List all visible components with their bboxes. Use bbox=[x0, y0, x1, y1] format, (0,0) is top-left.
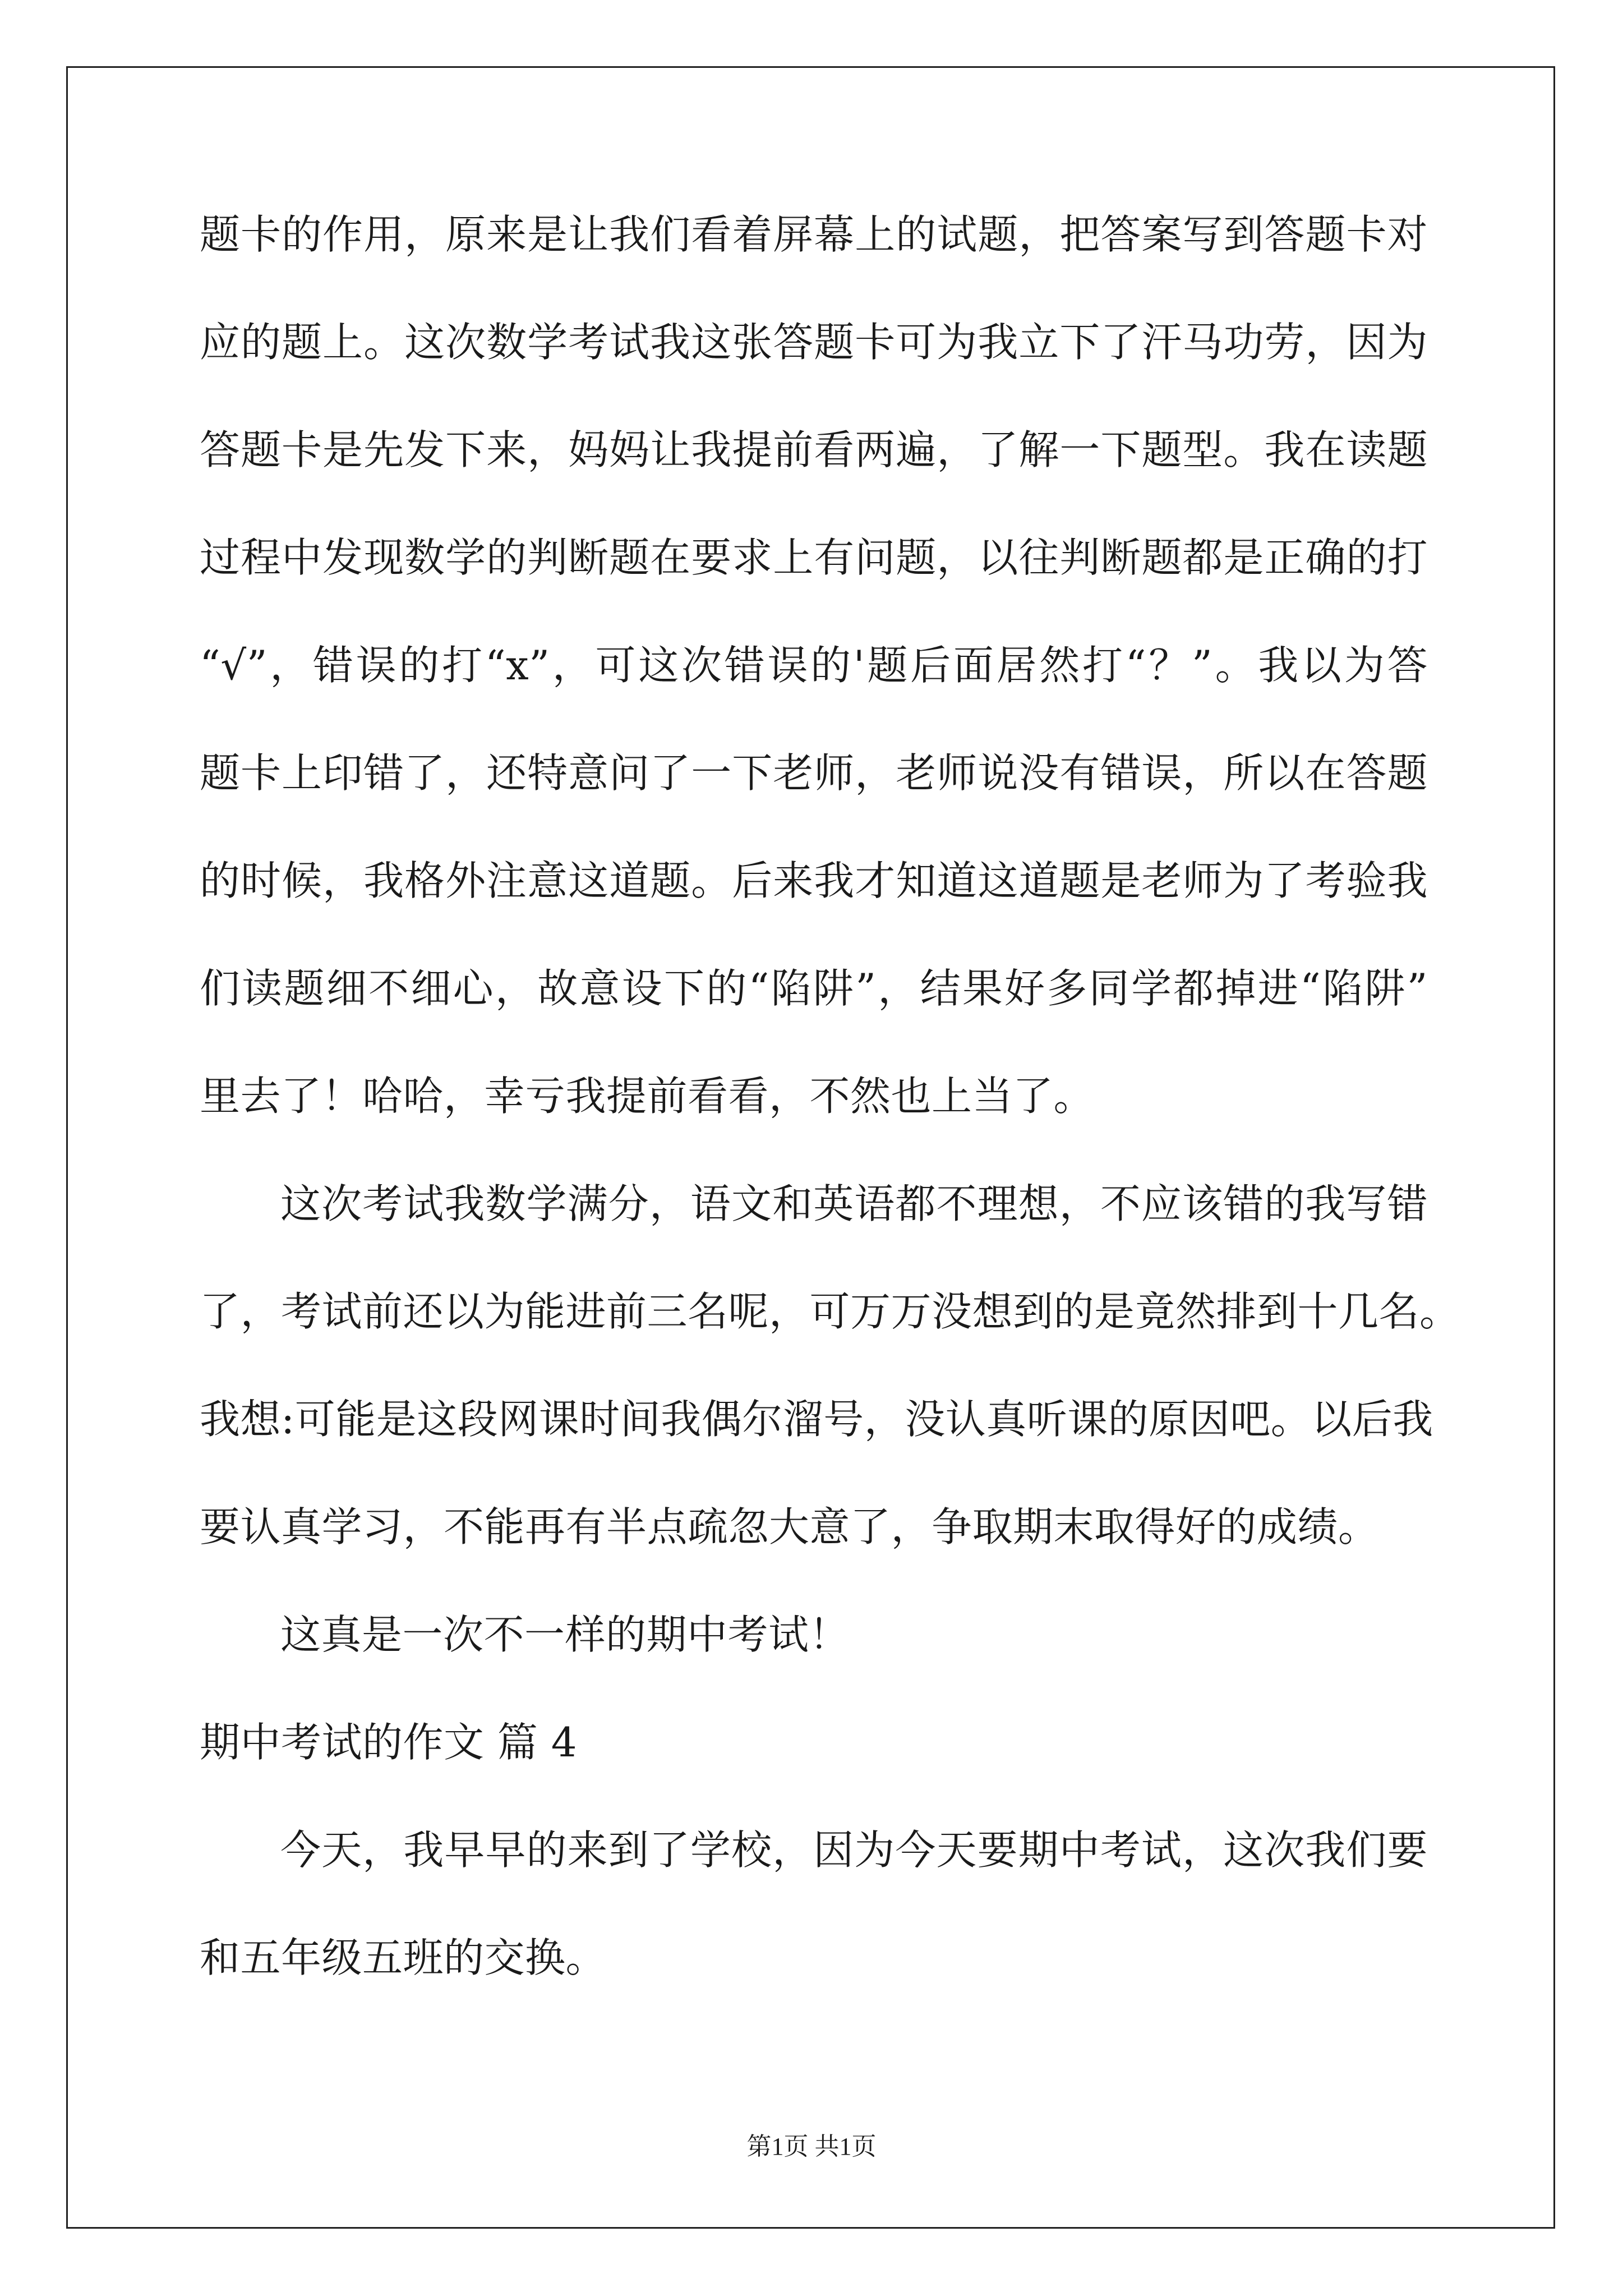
text-line-16: 今天，我早早的来到了学校，因为今天要期中考试，这次我们要 bbox=[280, 1826, 1428, 1874]
text-line-7: 的时候，我格外注意这道题。后来我才知道这道题是老师为了考验我 bbox=[200, 857, 1428, 904]
text-line-4: 过程中发现数学的判断题在要求上有问题，以往判断题都是正确的打 bbox=[200, 534, 1428, 581]
text-line-11: 了，考试前还以为能进前三名呢，可万万没想到的是竟然排到十几名。 bbox=[200, 1288, 1460, 1335]
text-line-1: 题卡的作用，原来是让我们看着屏幕上的试题，把答案写到答题卡对 bbox=[200, 211, 1428, 258]
text-line-9: 里去了！哈哈，幸亏我提前看看，不然也上当了。 bbox=[200, 1073, 1095, 1120]
section-heading: 期中考试的作文 篇 4 bbox=[200, 1719, 578, 1766]
document-body bbox=[200, 211, 1460, 2045]
text-line-14: 这真是一次不一样的期中考试！ bbox=[280, 1611, 850, 1658]
text-line-6: 题卡上印错了，还特意问了一下老师，老师说没有错误，所以在答题 bbox=[200, 749, 1428, 797]
text-line-12: 我想:可能是这段网课时间我偶尔溜号，没认真听课的原因吧。以后我 bbox=[200, 1396, 1433, 1443]
text-line-3: 答题卡是先发下来，妈妈让我提前看两遍，了解一下题型。我在读题 bbox=[200, 426, 1428, 473]
text-line-13: 要认真学习，不能再有半点疏忽大意了，争取期末取得好的成绩。 bbox=[200, 1503, 1379, 1550]
page-footer: 第1页 共1页 bbox=[746, 2133, 877, 2160]
text-line-17: 和五年级五班的交换。 bbox=[200, 1934, 607, 1981]
text-line-5: “√”，错误的打“x”，可这次错误的'题后面居然打“？”。我以为答 bbox=[200, 642, 1428, 689]
text-line-10: 这次考试我数学满分，语文和英语都不理想，不应该错的我写错 bbox=[280, 1180, 1428, 1227]
text-line-2: 应的题上。这次数学考试我这张答题卡可为我立下了汗马功劳，因为 bbox=[200, 319, 1428, 366]
text-line-8: 们读题细不细心，故意设下的“陷阱”，结果好多同学都掉进“陷阱” bbox=[200, 965, 1428, 1012]
